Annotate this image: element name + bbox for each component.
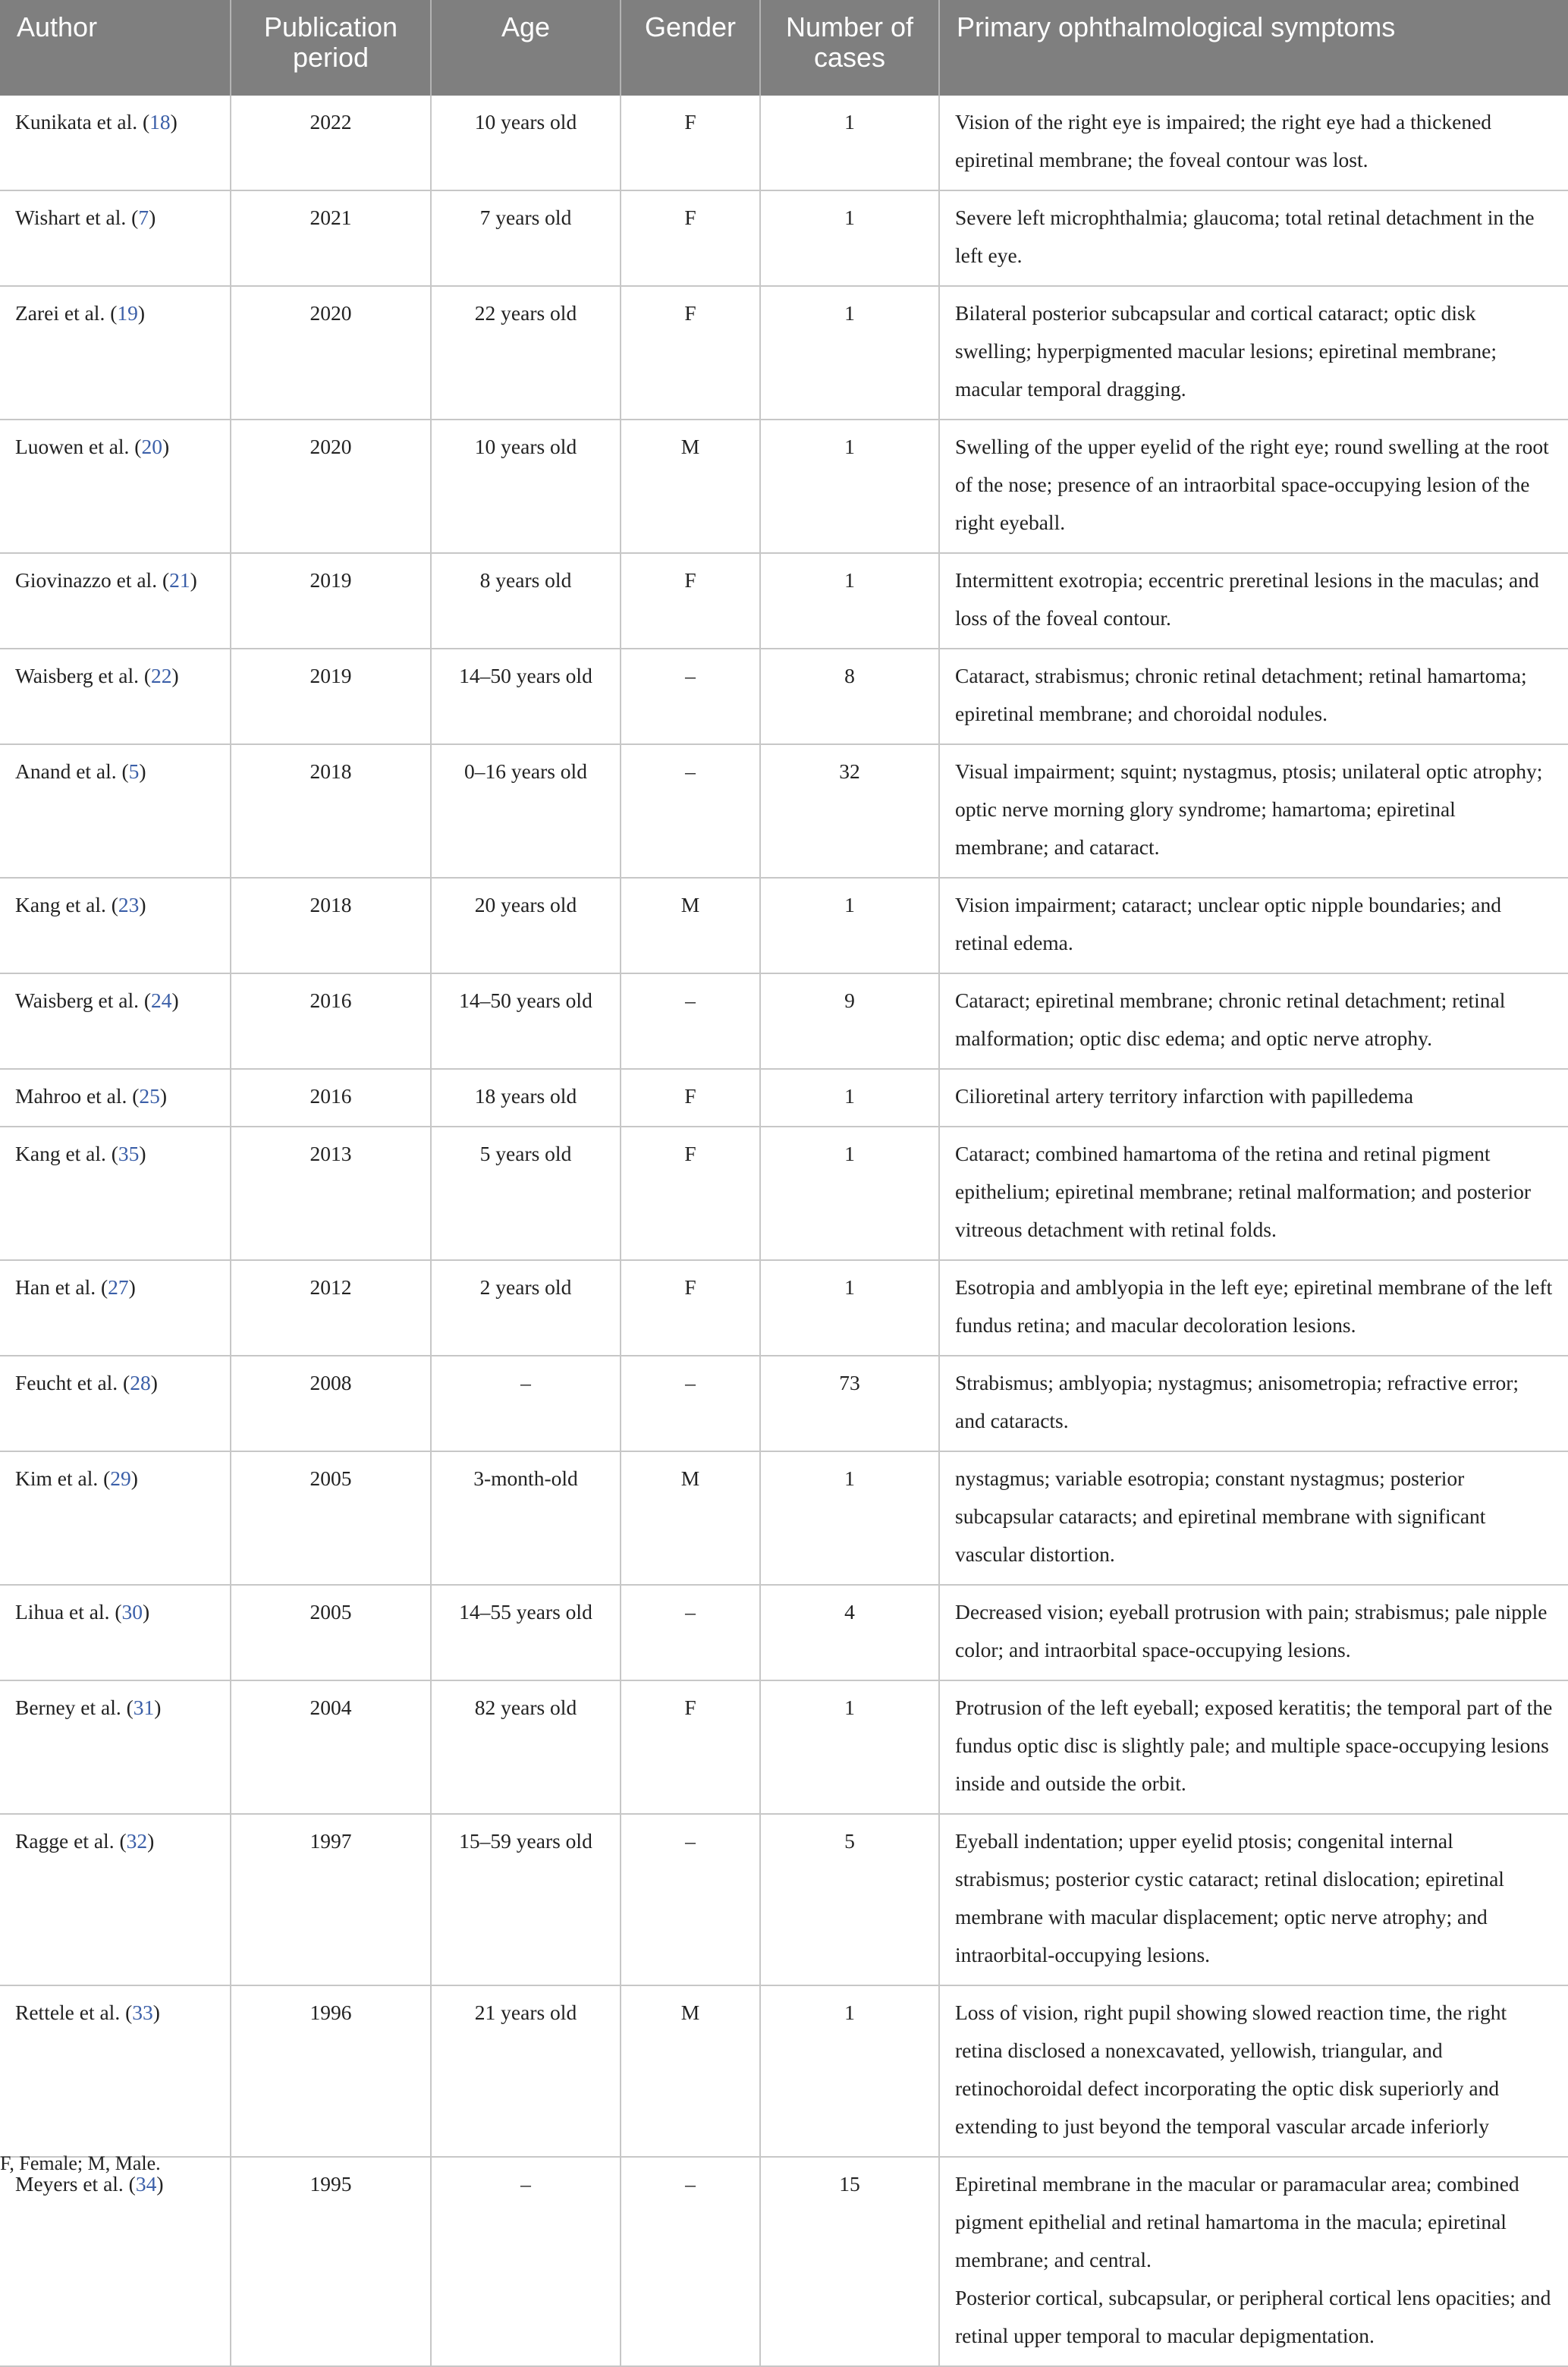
- cell-gender: F: [621, 1127, 760, 1260]
- author-paren-close: ): [149, 206, 156, 229]
- cell-age: 7 years old: [431, 190, 621, 286]
- cell-primary-symptoms: [939, 190, 1568, 286]
- cell-age: 14–50 years old: [431, 973, 621, 1069]
- cell-gender: –: [621, 1814, 760, 1985]
- cell-gender: F: [621, 1069, 760, 1127]
- author-paren-close: ): [190, 568, 197, 592]
- cell-age: 14–55 years old: [431, 1585, 621, 1680]
- author-paren-close: ): [171, 989, 179, 1012]
- cell-author: [0, 649, 231, 744]
- table-row: [0, 1260, 1568, 1356]
- symptoms-text: Vision of the right eye is impaired; the right eye had a thickened epiretinal membrane; the foveal contour was lost.: [955, 110, 1492, 171]
- citation-link[interactable]: 33: [132, 2001, 153, 2024]
- author-name: Kunikata et al. (: [15, 110, 150, 134]
- author-name: Wishart et al. (: [15, 206, 139, 229]
- cell-number-of-cases: 1: [760, 96, 939, 190]
- cell-gender: M: [621, 420, 760, 553]
- author-paren-close: ): [137, 301, 146, 325]
- author-paren-close: ): [152, 2001, 160, 2024]
- cell-number-of-cases: 4: [760, 1585, 939, 1680]
- author-paren-close: ): [147, 1829, 155, 1853]
- table-row: [0, 553, 1568, 649]
- author-paren-close: ): [139, 1142, 146, 1165]
- cell-author: [0, 1127, 231, 1260]
- cell-author: [0, 2157, 231, 2366]
- author-name: Ragge et al. (: [15, 1829, 127, 1853]
- cell-number-of-cases: 1: [760, 420, 939, 553]
- author-paren-close: ): [159, 1084, 168, 1108]
- symptoms-text: Cataract; epiretinal membrane; chronic retinal detachment; retinal malformation; optic disc edema; and optic nerve atrophy.: [955, 989, 1506, 1050]
- table-body: [0, 96, 1568, 2366]
- cell-number-of-cases: 32: [760, 744, 939, 878]
- cell-primary-symptoms: [939, 96, 1568, 190]
- author-name: Feucht et al. (: [15, 1371, 130, 1394]
- cell-primary-symptoms: [939, 553, 1568, 649]
- author-paren-close: ): [139, 893, 146, 916]
- cell-gender: –: [621, 1585, 760, 1680]
- citation-link[interactable]: 34: [135, 2172, 157, 2196]
- citation-link[interactable]: 21: [169, 568, 190, 592]
- header-primary-symptoms: Primary ophthalmological symptoms: [957, 11, 1396, 42]
- author-name: Luowen et al. (: [15, 435, 142, 458]
- cell-age: 8 years old: [431, 553, 621, 649]
- cell-age: 3-month-old: [431, 1451, 621, 1585]
- cell-author: [0, 1356, 231, 1451]
- symptoms-text: Visual impairment; squint; nystagmus, ptosis; unilateral optic atrophy; optic nerve morning glory syndrome; hamartoma; epiretinal membrane; and cataract.: [955, 759, 1543, 859]
- citation-link[interactable]: 7: [138, 206, 149, 229]
- symptoms-text: Vision impairment; cataract; unclear optic nipple boundaries; and retinal edema.: [955, 893, 1501, 954]
- cell-age: 21 years old: [431, 1985, 621, 2157]
- cell-author: [0, 286, 231, 420]
- author-paren-close: ): [162, 435, 170, 458]
- author-name: Berney et al. (: [15, 1696, 134, 1719]
- cell-gender: –: [621, 744, 760, 878]
- symptoms-text: Cilioretinal artery territory infarction with papilledema: [955, 1084, 1414, 1108]
- author-name: Kang et al. (: [15, 1142, 118, 1165]
- symptoms-text: Cataract, strabismus; chronic retinal detachment; retinal hamartoma; epiretinal membrane; and choroidal nodules.: [955, 664, 1527, 725]
- cell-publication-period: 2019: [231, 553, 431, 649]
- cell-number-of-cases: 1: [760, 878, 939, 973]
- cell-number-of-cases: 1: [760, 286, 939, 420]
- table-row: [0, 1451, 1568, 1585]
- cell-age: –: [431, 2157, 621, 2366]
- cell-age: 14–50 years old: [431, 649, 621, 744]
- cell-primary-symptoms: [939, 1451, 1568, 1585]
- symptoms-text: Cataract; combined hamartoma of the retina and retinal pigment epithelium; epiretinal membrane; retinal malformation; and posterior vitreous detachment with retinal folds.: [955, 1142, 1532, 1241]
- author-name: Waisberg et al. (: [15, 989, 152, 1012]
- table-row: [0, 649, 1568, 744]
- citation-link[interactable]: 35: [118, 1142, 140, 1165]
- cell-author: [0, 420, 231, 553]
- cell-primary-symptoms: [939, 878, 1568, 973]
- cell-age: 5 years old: [431, 1127, 621, 1260]
- author-name: Kang et al. (: [15, 893, 118, 916]
- cell-number-of-cases: 1: [760, 553, 939, 649]
- citation-link[interactable]: 22: [151, 664, 172, 687]
- table-row: [0, 1069, 1568, 1127]
- table-row: [0, 973, 1568, 1069]
- cell-author: [0, 1814, 231, 1985]
- cell-author: [0, 1260, 231, 1356]
- table-row: [0, 878, 1568, 973]
- cell-age: 82 years old: [431, 1680, 621, 1814]
- cell-publication-period: 2020: [231, 420, 431, 553]
- table-footnote: F, Female; M, Male.: [0, 2152, 161, 2174]
- author-name: Mahroo et al. (: [15, 1084, 140, 1108]
- cell-author: [0, 1451, 231, 1585]
- cell-age: 15–59 years old: [431, 1814, 621, 1985]
- cell-publication-period: 2021: [231, 190, 431, 286]
- cell-number-of-cases: 9: [760, 973, 939, 1069]
- citation-link[interactable]: 32: [126, 1829, 148, 1853]
- cell-gender: –: [621, 1356, 760, 1451]
- cell-number-of-cases: 1: [760, 1451, 939, 1585]
- symptoms-text: nystagmus; variable esotropia; constant nystagmus; posterior subcapsular cataracts; and epiretinal membrane with significant vascular distortion.: [955, 1466, 1486, 1566]
- table-row: [0, 1356, 1568, 1451]
- table-row: [0, 1814, 1568, 1985]
- author-paren-close: ): [170, 110, 178, 134]
- symptoms-text: Esotropia and amblyopia in the left eye; epiretinal membrane of the left fundus retina; and macular decoloration lesions.: [955, 1275, 1553, 1337]
- cell-gender: –: [621, 973, 760, 1069]
- author-paren-close: ): [143, 1600, 150, 1624]
- citation-link[interactable]: 24: [151, 989, 172, 1012]
- cell-age: 0–16 years old: [431, 744, 621, 878]
- cell-author: [0, 1985, 231, 2157]
- cell-gender: F: [621, 553, 760, 649]
- table-row: [0, 1127, 1568, 1260]
- cell-age: 20 years old: [431, 878, 621, 973]
- author-paren-close: ): [156, 2172, 164, 2196]
- author-name: Kim et al. (: [15, 1466, 111, 1490]
- cell-primary-symptoms: [939, 1814, 1568, 1985]
- cell-author: [0, 96, 231, 190]
- header-number-of-cases: Number of cases: [760, 0, 939, 96]
- cell-primary-symptoms: [939, 2157, 1568, 2366]
- cell-gender: M: [621, 1451, 760, 1585]
- citation-link[interactable]: 27: [108, 1275, 129, 1299]
- symptoms-text: Swelling of the upper eyelid of the right eye; round swelling at the root of the nose; presence of an intraorbital space-occupying lesion of the right eyeball.: [955, 435, 1549, 534]
- header-author: Author: [0, 0, 231, 96]
- citation-link[interactable]: 30: [121, 1600, 143, 1624]
- cell-age: –: [431, 1356, 621, 1451]
- cell-number-of-cases: 1: [760, 1260, 939, 1356]
- cell-primary-symptoms: [939, 1680, 1568, 1814]
- cell-gender: F: [621, 286, 760, 420]
- author-name: Waisberg et al. (: [15, 664, 152, 687]
- cell-publication-period: 2020: [231, 286, 431, 420]
- author-paren-close: ): [150, 1371, 158, 1394]
- citation-link[interactable]: 31: [133, 1696, 155, 1719]
- cell-primary-symptoms: [939, 1356, 1568, 1451]
- cell-publication-period: 2012: [231, 1260, 431, 1356]
- author-name: Lihua et al. (: [15, 1600, 122, 1624]
- symptoms-text: Protrusion of the left eyeball; exposed keratitis; the temporal part of the fundus optic disc is slightly pale; and multiple space-occupying lesions inside and outside the orbit.: [955, 1696, 1553, 1795]
- cell-publication-period: 1996: [231, 1985, 431, 2157]
- symptoms-text: Intermittent exotropia; eccentric preretinal lesions in the maculas; and loss of the foveal contour.: [955, 568, 1539, 630]
- cell-gender: –: [621, 2157, 760, 2366]
- cell-age: 10 years old: [431, 420, 621, 553]
- cell-number-of-cases: 73: [760, 1356, 939, 1451]
- cell-age: 2 years old: [431, 1260, 621, 1356]
- citation-link[interactable]: 5: [128, 759, 140, 783]
- cell-number-of-cases: 1: [760, 1680, 939, 1814]
- cell-primary-symptoms: [939, 649, 1568, 744]
- cell-author: [0, 878, 231, 973]
- header-gender: Gender: [621, 0, 760, 96]
- symptoms-text: Epiretinal membrane in the macular or paramacular area; combined pigment epithelial and retinal hamartoma in the macula; epiretinal membrane; and central.: [955, 2172, 1519, 2271]
- cell-number-of-cases: 1: [760, 1127, 939, 1260]
- cell-age: 18 years old: [431, 1069, 621, 1127]
- table-row: [0, 1585, 1568, 1680]
- cell-primary-symptoms: [939, 286, 1568, 420]
- author-name: Han et al. (: [15, 1275, 108, 1299]
- header-publication-period: Publication period: [231, 0, 431, 96]
- cell-number-of-cases: 5: [760, 1814, 939, 1985]
- header-age: Age: [431, 0, 621, 96]
- cell-number-of-cases: 1: [760, 1985, 939, 2157]
- symptoms-text: Strabismus; amblyopia; nystagmus; anisometropia; refractive error; and cataracts.: [955, 1371, 1519, 1432]
- cell-gender: F: [621, 1680, 760, 1814]
- cell-publication-period: 2016: [231, 973, 431, 1069]
- symptoms-text-continued: Posterior cortical, subcapsular, or peripheral cortical lens opacities; and retinal upper temporal to macular depigmentation.: [955, 2286, 1551, 2347]
- cell-age: 22 years old: [431, 286, 621, 420]
- table-header-row: [0, 0, 1568, 96]
- citation-link[interactable]: 29: [110, 1466, 131, 1490]
- author-name: Giovinazzo et al. (: [15, 568, 170, 592]
- table-row: [0, 286, 1568, 420]
- cell-gender: M: [621, 878, 760, 973]
- cell-age: 10 years old: [431, 96, 621, 190]
- cell-publication-period: 2016: [231, 1069, 431, 1127]
- cell-publication-period: 1997: [231, 1814, 431, 1985]
- cell-author: [0, 744, 231, 878]
- table-row: [0, 1985, 1568, 2157]
- cell-number-of-cases: 1: [760, 1069, 939, 1127]
- cell-primary-symptoms: [939, 744, 1568, 878]
- citation-link[interactable]: 28: [130, 1371, 151, 1394]
- cell-primary-symptoms: [939, 1985, 1568, 2157]
- citation-link[interactable]: 19: [117, 301, 138, 325]
- cell-author: [0, 1680, 231, 1814]
- cell-author: [0, 190, 231, 286]
- author-paren-close: ): [130, 1466, 138, 1490]
- cell-publication-period: 1995: [231, 2157, 431, 2366]
- cell-author: [0, 1585, 231, 1680]
- author-name: Zarei et al. (: [15, 301, 118, 325]
- cell-gender: M: [621, 1985, 760, 2157]
- cell-gender: F: [621, 96, 760, 190]
- cell-author: [0, 973, 231, 1069]
- symptoms-text: Bilateral posterior subcapsular and cortical cataract; optic disk swelling; hyperpigmented macular lesions; epiretinal membrane; macular temporal dragging.: [955, 301, 1497, 401]
- cell-primary-symptoms: [939, 1069, 1568, 1127]
- author-paren-close: ): [139, 759, 146, 783]
- table-row: [0, 744, 1568, 878]
- cell-gender: F: [621, 190, 760, 286]
- cell-publication-period: 2013: [231, 1127, 431, 1260]
- table-row: [0, 1680, 1568, 1814]
- citation-link[interactable]: 20: [141, 435, 162, 458]
- citation-link[interactable]: 23: [118, 893, 140, 916]
- cell-gender: –: [621, 649, 760, 744]
- cell-author: [0, 553, 231, 649]
- cell-publication-period: 2018: [231, 744, 431, 878]
- table-row: [0, 96, 1568, 190]
- cell-number-of-cases: 1: [760, 190, 939, 286]
- cell-publication-period: 2018: [231, 878, 431, 973]
- symptoms-text: Decreased vision; eyeball protrusion with pain; strabismus; pale nipple color; and intraorbital space-occupying lesions.: [955, 1600, 1548, 1661]
- citation-link[interactable]: 18: [149, 110, 171, 134]
- symptoms-text: Loss of vision, right pupil showing slowed reaction time, the right retina disclosed a nonexcavated, yellowish, triangular, and retinochoroidal defect incorporating the optic disk superiorly and extending to just beyond the temporal vascular arcade inferiorly: [955, 2001, 1507, 2138]
- cell-primary-symptoms: [939, 1585, 1568, 1680]
- cell-number-of-cases: 15: [760, 2157, 939, 2366]
- author-name: Meyers et al. (: [15, 2172, 136, 2196]
- author-paren-close: ): [171, 664, 179, 687]
- author-name: Anand et al. (: [15, 759, 129, 783]
- table-row: [0, 420, 1568, 553]
- cell-publication-period: 2005: [231, 1585, 431, 1680]
- cell-gender: F: [621, 1260, 760, 1356]
- cell-publication-period: 2008: [231, 1356, 431, 1451]
- cell-author: [0, 1069, 231, 1127]
- author-paren-close: ): [154, 1696, 162, 1719]
- table-row: [0, 2157, 1568, 2366]
- cell-publication-period: 2019: [231, 649, 431, 744]
- cell-primary-symptoms: [939, 973, 1568, 1069]
- cell-publication-period: 2005: [231, 1451, 431, 1585]
- citation-link[interactable]: 25: [139, 1084, 160, 1108]
- table-row: [0, 190, 1568, 286]
- cell-number-of-cases: 8: [760, 649, 939, 744]
- cell-publication-period: 2022: [231, 96, 431, 190]
- cell-primary-symptoms: [939, 1127, 1568, 1260]
- author-paren-close: ): [128, 1275, 136, 1299]
- symptoms-text: Eyeball indentation; upper eyelid ptosis; congenital internal strabismus; posterior cystic cataract; retinal dislocation; epiretinal membrane with macular displacement; optic nerve atrophy; and intraorbital-occupying lesions.: [955, 1829, 1504, 1966]
- cell-primary-symptoms: [939, 1260, 1568, 1356]
- cell-primary-symptoms: [939, 420, 1568, 553]
- symptoms-text: Severe left microphthalmia; glaucoma; total retinal detachment in the left eye.: [955, 206, 1535, 267]
- author-name: Rettele et al. (: [15, 2001, 133, 2024]
- cell-publication-period: 2004: [231, 1680, 431, 1814]
